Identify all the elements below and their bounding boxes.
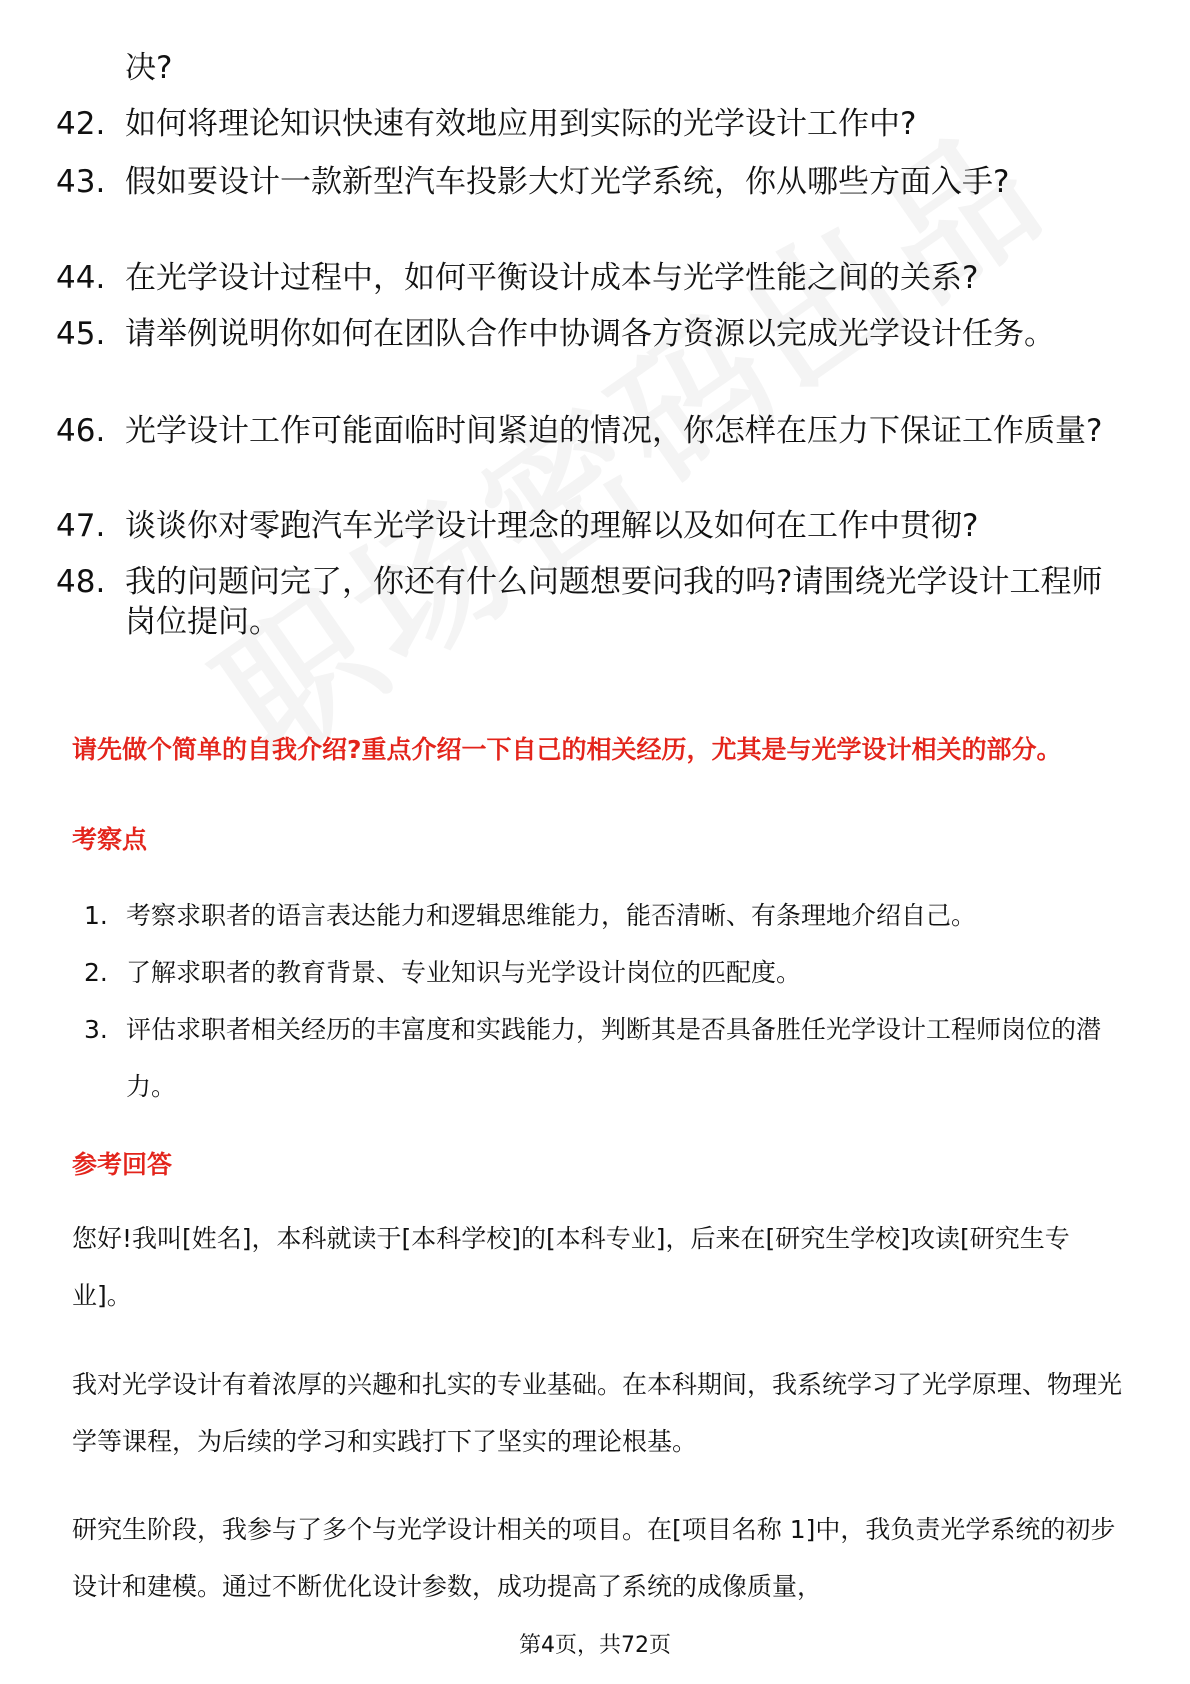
question-number: 45. (56, 316, 106, 352)
point-text: 评估求职者相关经历的丰富度和实践能力，判断其是否具备胜任光学设计工程师岗位的潜力。 (126, 1015, 1102, 1101)
question-item (56, 562, 1116, 642)
highlight-question: 请先做个简单的自我介绍?重点介绍一下自己的相关经历，尤其是与光学设计相关的部分。 (72, 735, 1062, 764)
answer-paragraph: 您好!我叫[姓名]，本科就读于[本科学校]的[本科专业]，后来在[研究生学校]攻读[研究生专业]。 (72, 1224, 1070, 1310)
question-number: 46. (56, 413, 106, 449)
page-footer: 第4页，共72页 (519, 1633, 671, 1658)
question-number: 44. (56, 260, 106, 296)
point-number: 1. (84, 901, 108, 930)
point-number: 2. (84, 958, 108, 987)
question-number: 48. (56, 564, 106, 600)
question-text: 请举例说明你如何在团队合作中协调各方资源以完成光学设计任务。 (125, 316, 1055, 352)
question-number: 42. (56, 106, 106, 142)
question-text: 假如要设计一款新型汽车投影大灯光学系统，你从哪些方面入手? (125, 164, 1010, 200)
assessment-point (84, 944, 1124, 1001)
point-number: 3. (84, 1015, 108, 1044)
question-text: 在光学设计过程中，如何平衡设计成本与光学性能之间的关系? (125, 260, 979, 296)
question-item (56, 258, 1116, 298)
assessment-point (84, 887, 1124, 944)
question-text: 我的问题问完了，你还有什么问题想要问我的吗?请围绕光学设计工程师岗位提问。 (125, 564, 1103, 640)
question-text: 谈谈你对零跑汽车光学设计理念的理解以及如何在工作中贯彻? (125, 508, 979, 544)
question-number: 47. (56, 508, 106, 544)
answer-paragraph: 我对光学设计有着浓厚的兴趣和扎实的专业基础。在本科期间，我系统学习了光学原理、物理光学等课程，为后续的学习和实践打下了坚实的理论根基。 (72, 1370, 1123, 1456)
point-text: 了解求职者的教育背景、专业知识与光学设计岗位的匹配度。 (126, 958, 802, 987)
question-item (56, 411, 1116, 451)
question-item (56, 104, 1116, 144)
assessment-title: 考察点 (72, 825, 148, 854)
question-text: 光学设计工作可能面临时间紧迫的情况，你怎样在压力下保证工作质量? (125, 413, 1103, 449)
assessment-point (84, 1001, 1124, 1115)
question-item (56, 506, 1116, 546)
question-item (56, 162, 1116, 202)
answer-title: 参考回答 (72, 1150, 173, 1179)
point-text: 考察求职者的语言表达能力和逻辑思维能力，能否清晰、有条理地介绍自己。 (126, 901, 977, 930)
answer-paragraph: 研究生阶段，我参与了多个与光学设计相关的项目。在[项目名称 1]中，我负责光学系统的初步设计和建模。通过不断优化设计参数，成功提高了系统的成像质量， (72, 1515, 1116, 1601)
question-text: 如何将理论知识快速有效地应用到实际的光学设计工作中? (125, 106, 917, 142)
question-number: 43. (56, 164, 106, 200)
question-item (56, 314, 1116, 354)
question-continuation: 决? (125, 50, 173, 86)
